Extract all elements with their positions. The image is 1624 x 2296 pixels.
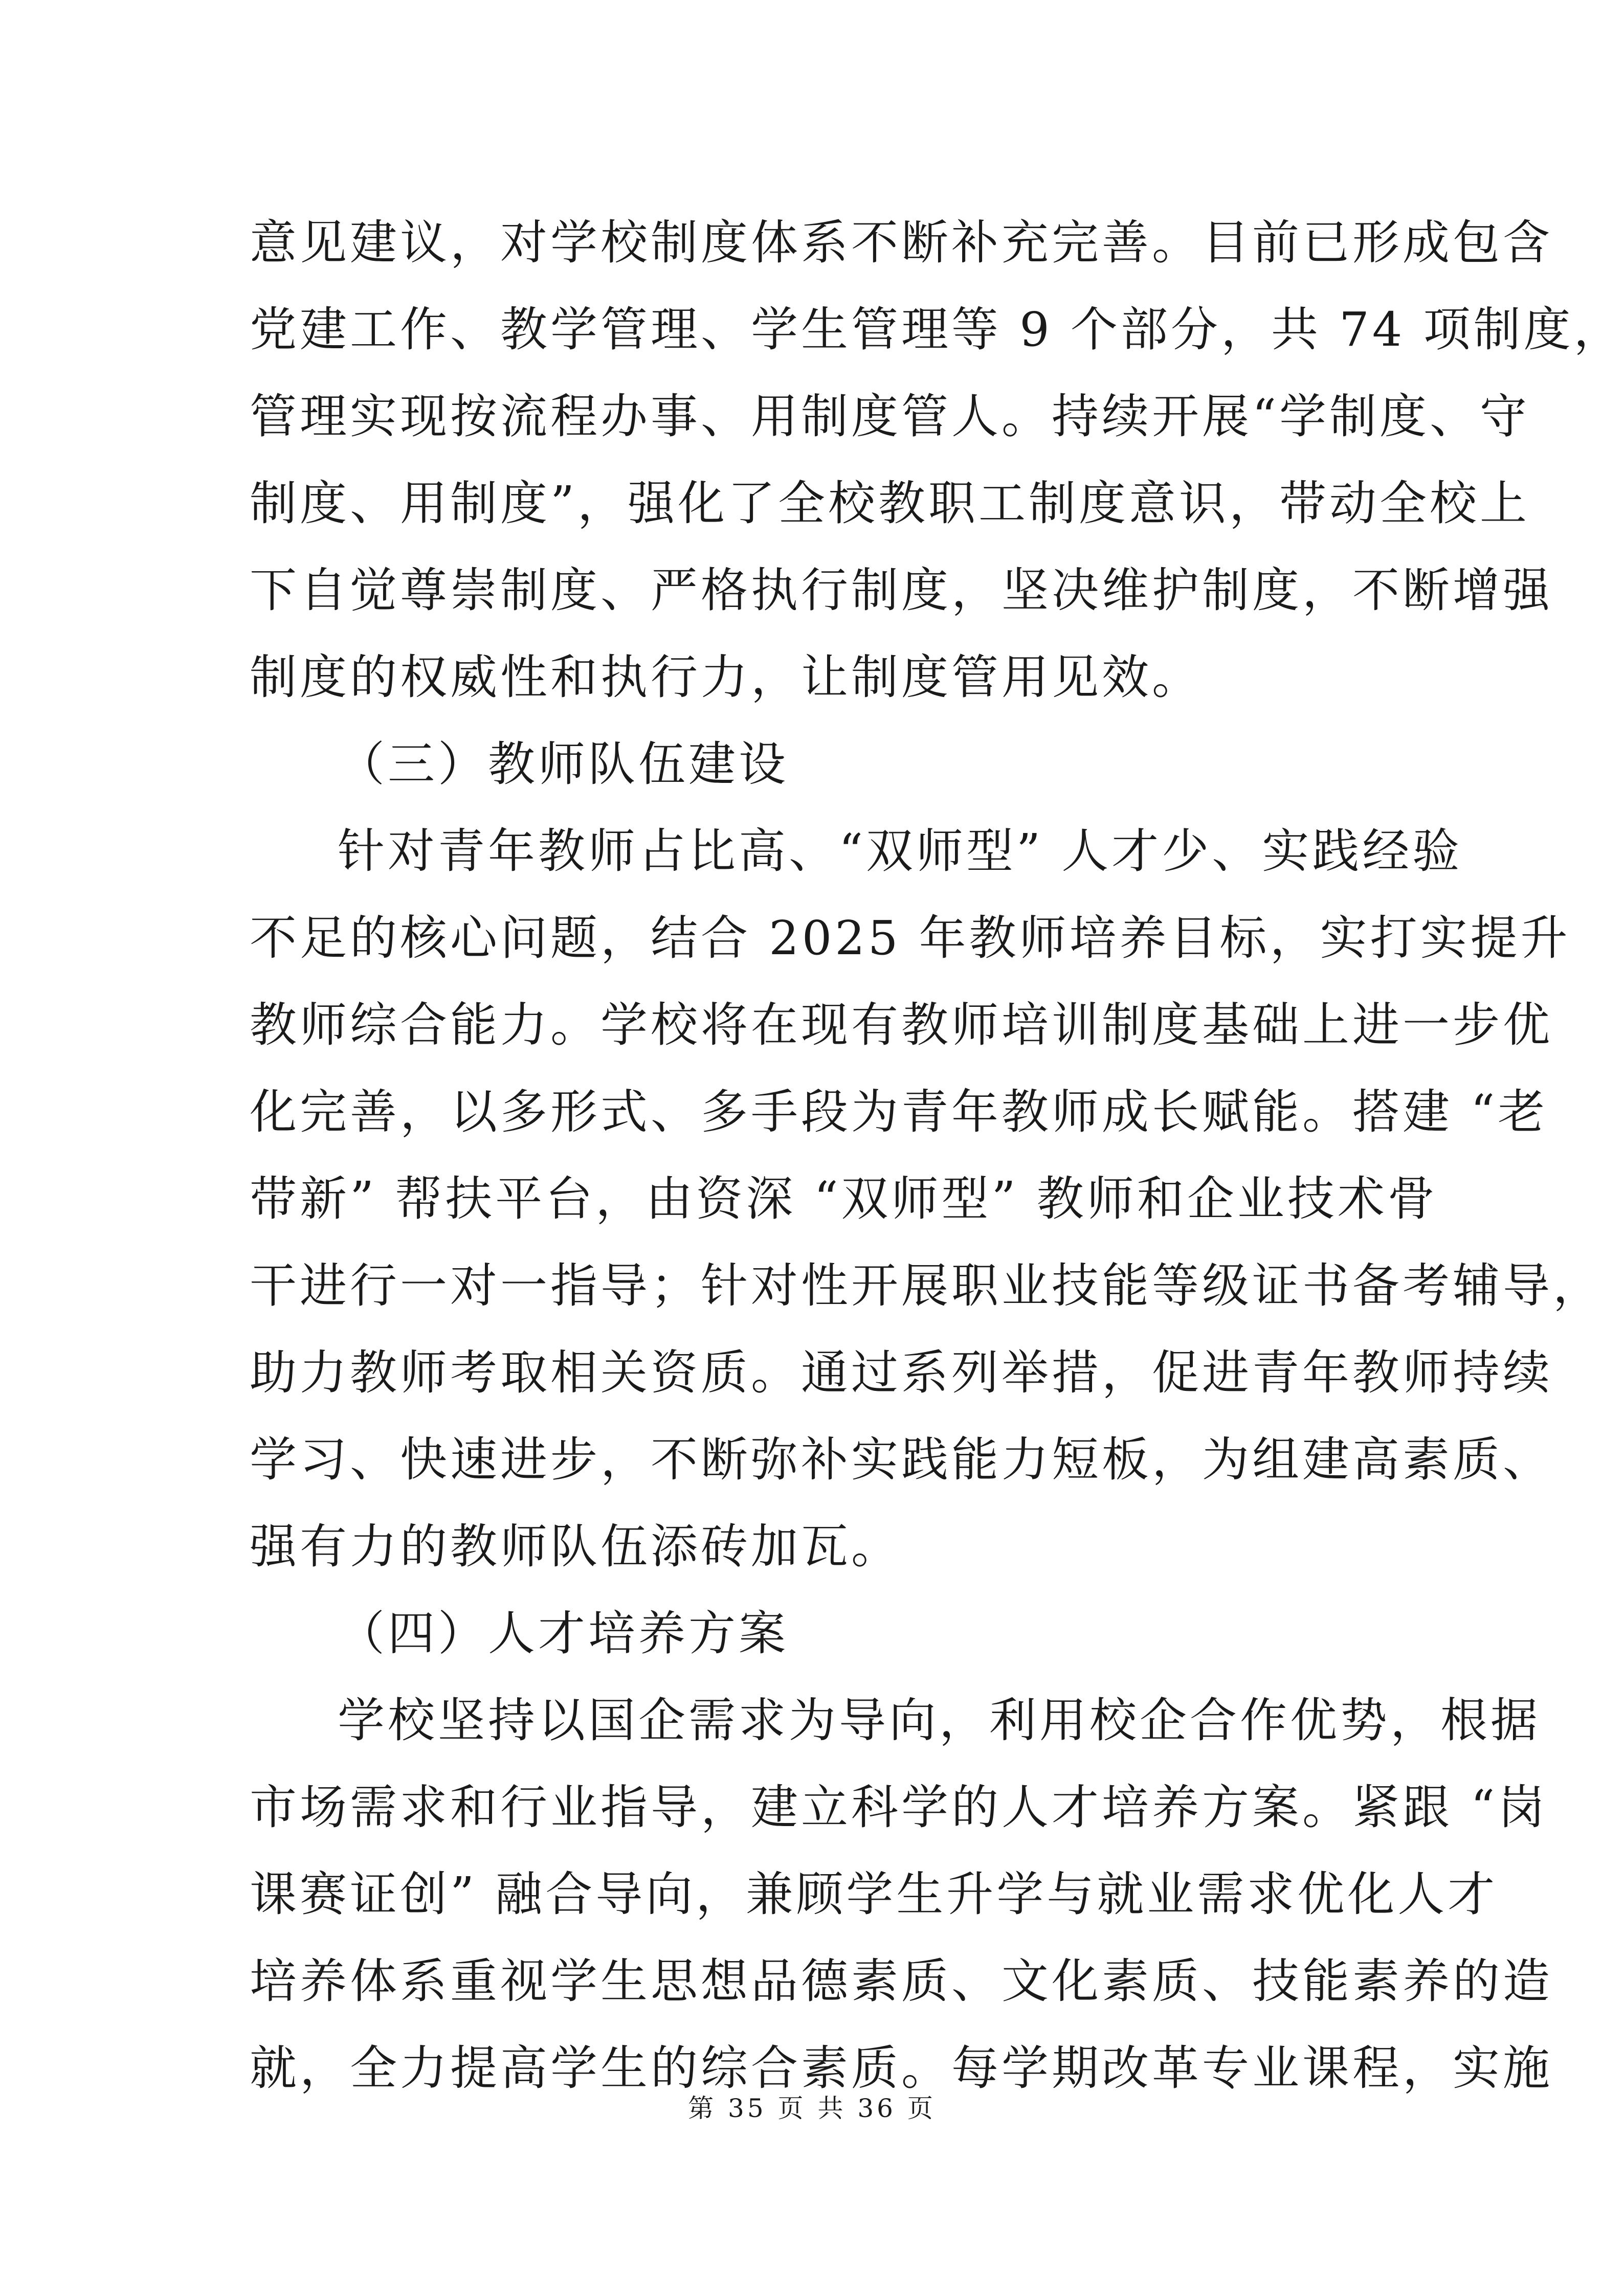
body-text-line: 下自觉尊崇制度、严格执行制度，坚决维护制度，不断增强 — [250, 563, 1553, 618]
body-text-line: 助力教师考取相关资质。通过系列举措，促进青年教师持续 — [250, 1345, 1553, 1400]
body-text-line: 强有力的教师队伍添砖加瓦。 — [250, 1519, 902, 1574]
body-text-line: 教师综合能力。学校将在现有教师培训制度基础上进一步优 — [250, 998, 1553, 1052]
page-number-footer: 第 35 页 共 36 页 — [688, 2094, 936, 2123]
section-heading-3: （三）教师队伍建设 — [338, 737, 789, 792]
body-text-line: 党建工作、教学管理、学生管理等 9 个部分，共 74 项制度， — [250, 302, 1624, 357]
body-text-line: 带新” 帮扶平台，由资深 “双师型” 教师和企业技术骨 — [250, 1172, 1438, 1226]
body-text-line: 学习、快速进步，不断弥补实践能力短板，为组建高素质、 — [250, 1432, 1553, 1487]
section-heading-4: （四）人才培养方案 — [338, 1606, 789, 1661]
body-text-line: 不足的核心问题，结合 2025 年教师培养目标，实打实提升 — [250, 911, 1571, 965]
body-text-line: 就，全力提高学生的综合素质。每学期改革专业课程，实施 — [250, 2041, 1553, 2096]
body-text-line: 制度的权威性和执行力，让制度管用见效。 — [250, 650, 1203, 705]
paragraph-first-line: 学校坚持以国企需求为导向，利用校企合作优势，根据 — [338, 1693, 1541, 1748]
body-text-line: 培养体系重视学生思想品德素质、文化素质、技能素养的造 — [250, 1954, 1553, 2009]
body-text-line: 意见建议，对学校制度体系不断补充完善。目前已形成包含 — [250, 215, 1553, 270]
body-text-line: 市场需求和行业指导，建立科学的人才培养方案。紧跟 “岗 — [250, 1780, 1548, 1835]
body-text-line: 化完善，以多形式、多手段为青年教师成长赋能。搭建 “老 — [250, 1085, 1548, 1139]
paragraph-first-line: 针对青年教师占比高、“双师型” 人才少、实践经验 — [338, 824, 1463, 879]
body-text-line: 干进行一对一指导；针对性开展职业技能等级证书备考辅导， — [250, 1258, 1604, 1313]
body-text-line: 课赛证创” 融合导向，兼顾学生升学与就业需求优化人才 — [250, 1867, 1498, 1922]
body-text-line: 管理实现按流程办事、用制度管人。持续开展“学制度、守 — [250, 389, 1530, 444]
body-text-line: 制度、用制度”，强化了全校教职工制度意识，带动全校上 — [250, 476, 1530, 531]
